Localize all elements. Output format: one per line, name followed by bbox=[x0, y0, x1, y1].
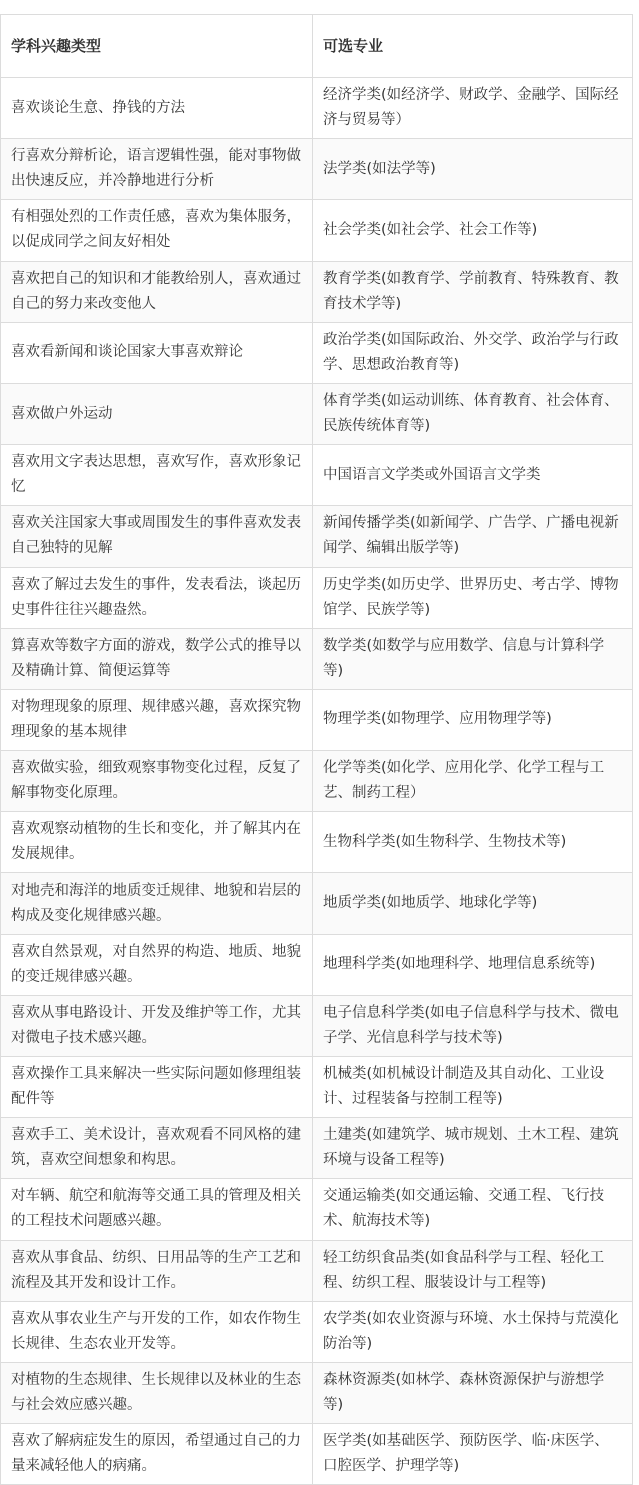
table-row bbox=[1, 567, 633, 628]
interest-cell: 喜欢关注国家大事或周围发生的事件喜欢发表自己独特的见解 bbox=[1, 506, 313, 567]
major-cell: 历史学类(如历史学、世界历史、考古学、博物馆学、民族学等) bbox=[313, 567, 633, 628]
major-cell: 电子信息科学类(如电子信息科学与技术、微电子学、光信息科学与技术等) bbox=[313, 995, 633, 1056]
interest-major-table-container bbox=[0, 14, 639, 1485]
major-cell: 体育学类(如运动训练、体育教育、社会体育、民族传统体育等) bbox=[313, 383, 633, 444]
major-cell: 生物科学类(如生物科学、生物技术等) bbox=[313, 812, 633, 873]
table-row bbox=[1, 383, 633, 444]
major-cell: 轻工纺织食品类(如食品科学与工程、轻化工程、纺织工程、服装设计与工程等) bbox=[313, 1240, 633, 1301]
major-cell: 教育学类(如教育学、学前教育、特殊教育、教育技术学等) bbox=[313, 261, 633, 322]
table-row bbox=[1, 1240, 633, 1301]
header-row bbox=[1, 15, 633, 78]
major-cell: 中国语言文学类或外国语言文学类 bbox=[313, 445, 633, 506]
interest-cell: 对车辆、航空和航海等交通工具的管理及相关的工程技术问题感兴趣。 bbox=[1, 1179, 313, 1240]
table-row bbox=[1, 139, 633, 200]
table-row bbox=[1, 322, 633, 383]
interest-cell: 算喜欢等数字方面的游戏，数学公式的推导以及精确计算、简便运算等 bbox=[1, 628, 313, 689]
table-row bbox=[1, 751, 633, 812]
interest-cell: 对植物的生态规律、生长规律以及林业的生态与社会效应感兴趣。 bbox=[1, 1362, 313, 1423]
interest-cell: 喜欢把自己的知识和才能教给别人，喜欢通过自己的努力来改变他人 bbox=[1, 261, 313, 322]
header-interest-type: 学科兴趣类型 bbox=[1, 15, 313, 78]
table-row bbox=[1, 1301, 633, 1362]
table-row bbox=[1, 1362, 633, 1423]
major-cell: 物理学类(如物理学、应用物理学等) bbox=[313, 689, 633, 750]
table-row bbox=[1, 934, 633, 995]
interest-cell: 喜欢手工、美术设计，喜欢观看不同风格的建筑，喜欢空间想象和构思。 bbox=[1, 1118, 313, 1179]
major-cell: 政治学类(如国际政治、外交学、政治学与行政学、思想政治教育等) bbox=[313, 322, 633, 383]
major-cell: 农学类(如农业资源与环境、水土保持与荒漠化防治等) bbox=[313, 1301, 633, 1362]
major-cell: 化学等类(如化学、应用化学、化学工程与工艺、制药工程） bbox=[313, 751, 633, 812]
interest-cell: 喜欢做实验，细致观察事物变化过程，反复了解事物变化原理。 bbox=[1, 751, 313, 812]
interest-cell: 喜欢看新闻和谈论国家大事喜欢辩论 bbox=[1, 322, 313, 383]
interest-cell: 喜欢用文字表达思想，喜欢写作，喜欢形象记忆 bbox=[1, 445, 313, 506]
major-cell: 森林资源类(如林学、森林资源保护与游想学等) bbox=[313, 1362, 633, 1423]
table-row bbox=[1, 812, 633, 873]
major-cell: 地质学类(如地质学、地球化学等) bbox=[313, 873, 633, 934]
interest-cell: 对物理现象的原理、规律感兴趣，喜欢探究物理现象的基本规律 bbox=[1, 689, 313, 750]
interest-cell: 对地壳和海洋的地质变迁规律、地貌和岩层的构成及变化规律感兴趣。 bbox=[1, 873, 313, 934]
interest-cell: 喜欢从事电路设计、开发及维护等工作，尤其对微电子技术感兴趣。 bbox=[1, 995, 313, 1056]
table-row bbox=[1, 506, 633, 567]
interest-cell: 喜欢操作工具来解决一些实际问题如修理组装配件等 bbox=[1, 1057, 313, 1118]
interest-cell: 喜欢谈论生意、挣钱的方法 bbox=[1, 78, 313, 139]
table-body bbox=[1, 78, 633, 1485]
interest-cell: 喜欢观察动植物的生长和变化，并了解其内在发展规律。 bbox=[1, 812, 313, 873]
header-optional-major: 可选专业 bbox=[313, 15, 633, 78]
table-row bbox=[1, 200, 633, 261]
interest-cell: 行喜欢分辩析论，语言逻辑性强，能对事物做出快速反应，并冷静地进行分析 bbox=[1, 139, 313, 200]
table-row bbox=[1, 995, 633, 1056]
table-row bbox=[1, 445, 633, 506]
interest-cell: 喜欢从事食品、纺织、日用品等的生产工艺和流程及其开发和设计工作。 bbox=[1, 1240, 313, 1301]
major-cell: 经济学类(如经济学、财政学、金融学、国际经济与贸易等） bbox=[313, 78, 633, 139]
interest-cell: 喜欢做户外运动 bbox=[1, 383, 313, 444]
table-row bbox=[1, 628, 633, 689]
table-row bbox=[1, 78, 633, 139]
major-cell: 土建类(如建筑学、城市规划、土木工程、建筑环境与设备工程等) bbox=[313, 1118, 633, 1179]
interest-cell: 有相强处烈的工作责任感，喜欢为集体服务，以促成同学之间友好相处 bbox=[1, 200, 313, 261]
table-row bbox=[1, 1179, 633, 1240]
table-header bbox=[1, 15, 633, 78]
interest-major-table bbox=[0, 14, 633, 1485]
table-row bbox=[1, 1118, 633, 1179]
table-row bbox=[1, 873, 633, 934]
major-cell: 数学类(如数学与应用数学、信息与计算科学等) bbox=[313, 628, 633, 689]
table-row bbox=[1, 689, 633, 750]
major-cell: 新闻传播学类(如新闻学、广告学、广播电视新闻学、编辑出版学等) bbox=[313, 506, 633, 567]
major-cell: 交通运输类(如交通运输、交通工程、飞行技术、航海技术等) bbox=[313, 1179, 633, 1240]
major-cell: 社会学类(如社会学、社会工作等) bbox=[313, 200, 633, 261]
major-cell: 机械类(如机械设计制造及其自动化、工业设计、过程装备与控制工程等) bbox=[313, 1057, 633, 1118]
major-cell: 地理科学类(如地理科学、地理信息系统等) bbox=[313, 934, 633, 995]
table-row bbox=[1, 261, 633, 322]
interest-cell: 喜欢从事农业生产与开发的工作，如农作物生长规律、生态农业开发等。 bbox=[1, 1301, 313, 1362]
interest-cell: 喜欢了解过去发生的事件，发表看法，谈起历史事件往往兴趣盎然。 bbox=[1, 567, 313, 628]
interest-cell: 喜欢自然景观，对自然界的构造、地质、地貌的变迁规律感兴趣。 bbox=[1, 934, 313, 995]
table-row bbox=[1, 1057, 633, 1118]
major-cell: 法学类(如法学等) bbox=[313, 139, 633, 200]
table-row bbox=[1, 1424, 633, 1485]
interest-cell: 喜欢了解病症发生的原因，希望通过自己的力量来减轻他人的病痛。 bbox=[1, 1424, 313, 1485]
major-cell: 医学类(如基础医学、预防医学、临·床医学、口腔医学、护理学等) bbox=[313, 1424, 633, 1485]
